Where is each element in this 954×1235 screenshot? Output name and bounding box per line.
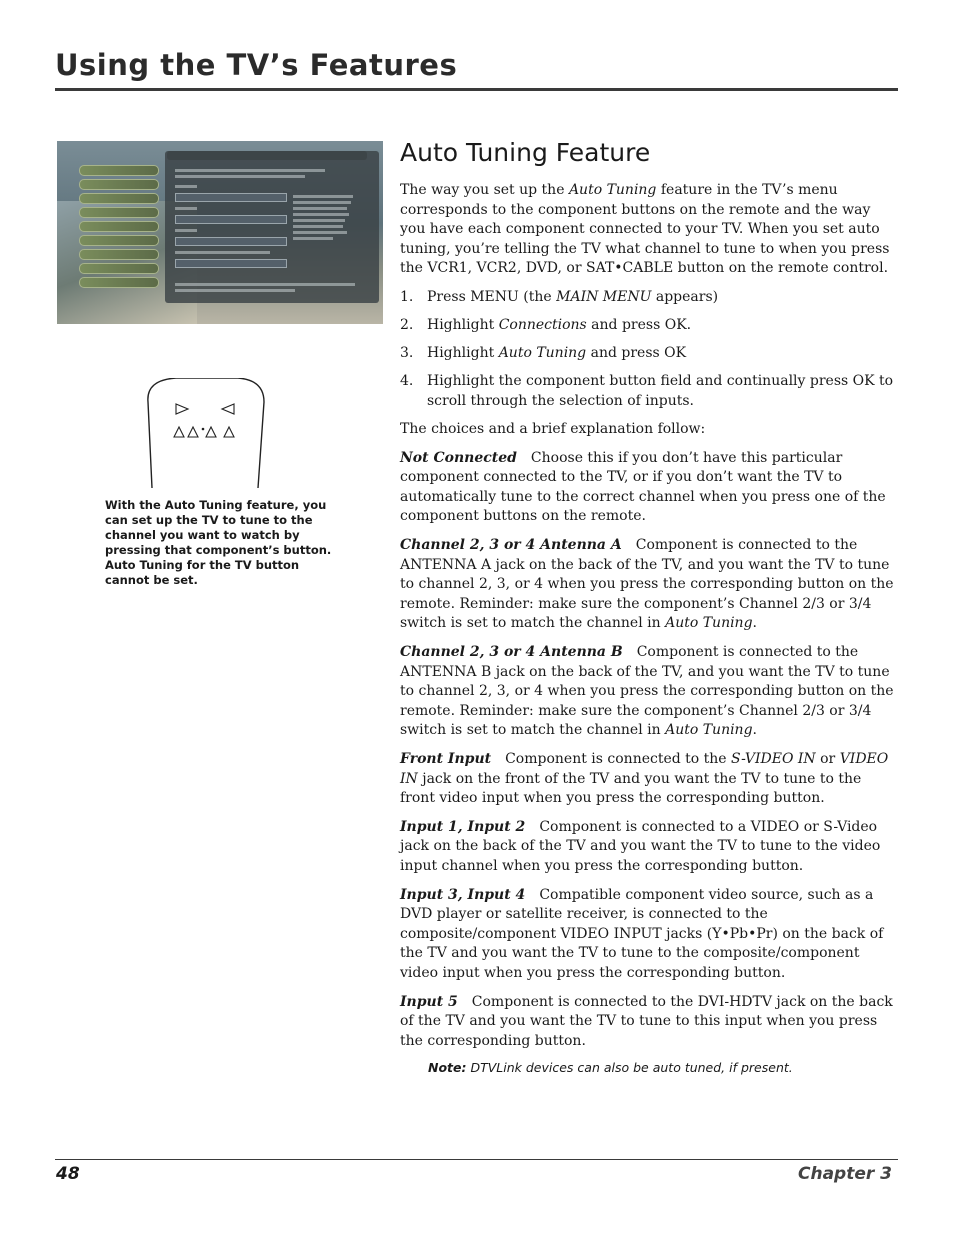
choice-emphasis: VIDEO IN (400, 751, 889, 787)
menu-field-dvd (175, 237, 287, 246)
step-number: 4. (400, 372, 414, 389)
choice-term: Channel 2, 3 or 4 Antenna B (400, 644, 623, 661)
note-label: Note: (428, 1060, 467, 1076)
button-icon (224, 427, 234, 437)
menu-text-line (293, 237, 333, 240)
menu-text-line (175, 251, 270, 254)
menu-panel-header (167, 151, 367, 160)
choice-emphasis: S-VIDEO IN (731, 751, 816, 768)
menu-text-line (175, 289, 295, 292)
choice-text: Component is connected to a VIDEO or S-Video jack on the back of the TV and you want the TV to tune to the video input channel when you press the corresponding button. (400, 818, 881, 874)
choice-term: Front Input (400, 751, 492, 768)
choice-front-input: Front Input Component is connected to the S-VIDEO IN or VIDEO IN jack on the front of the TV and you want the TV to tune to the front video input when you press the corresponding button. (400, 751, 889, 807)
step-text: Highlight the component button field and continually press OK to scroll through the selection of inputs. (427, 372, 894, 409)
menu-text-line (175, 283, 355, 286)
button-icon (174, 427, 184, 437)
menu-side-item (79, 277, 159, 288)
button-icon (188, 427, 198, 437)
choice-text: Component is connected to the ANTENNA B jack on the back of the TV, and you want the TV to tune to channel 2, 3, or 4 when you press the corresponding button on the remote. Reminder: make sure the component’s Channel 2/3 or 3/4 switch is set to match the channel in (400, 644, 894, 739)
intro-paragraph (400, 181, 900, 279)
menu-text-line (293, 231, 347, 234)
page-header-title: Using the TV’s Features (55, 48, 458, 82)
menu-text-line (293, 195, 353, 198)
choice-term: Not Connected (400, 449, 517, 466)
menu-text-line (293, 219, 345, 222)
choice-text: Component is connected to the (505, 751, 732, 768)
choice-term: Channel 2, 3 or 4 Antenna A (400, 537, 622, 554)
menu-text-line (175, 175, 305, 178)
menu-text-line (293, 213, 349, 216)
menu-screenshot (57, 141, 383, 324)
step-number: 1. (400, 288, 414, 305)
choice-input-3-4 (400, 886, 900, 984)
menu-side-item (79, 193, 159, 204)
choice-term: Input 3, Input 4 (400, 886, 526, 903)
menu-text-line (293, 207, 347, 210)
menu-text-line (175, 185, 197, 188)
menu-panel (165, 151, 379, 303)
menu-field-sat-cable (175, 259, 287, 268)
section-title: Auto Tuning Feature (400, 138, 651, 167)
intro-text: feature in the TV’s menu corresponds to the component buttons on the remote and the way you have each component connected to your TV. When you set auto tuning, you’re telling the TV what channel to tune to when you press the VCR1, VCR2, DVD, or SAT•CABLE button on the remote control. (400, 182, 890, 277)
note (400, 1060, 900, 1075)
main-content (400, 138, 900, 1075)
remote-control-drawing (146, 378, 266, 490)
choice-antenna-b: Channel 2, 3 or 4 Antenna B Component is connected to the ANTENNA B jack on the back of the TV, and you want the TV to tune to channel 2, 3, or 4 when you press the corresponding button on the remote. Reminder: make sure the component’s Channel 2/3 or 3/4 switch is set to match the channel in Auto Tuning. (400, 644, 894, 739)
step-item (400, 288, 900, 308)
intro-text: The way you set up the (400, 182, 569, 198)
button-icon (206, 427, 216, 437)
menu-side-item (79, 249, 159, 260)
menu-side-item (79, 235, 159, 246)
step-item (400, 372, 900, 411)
step-text: Highlight Connections and press OK. (427, 316, 692, 333)
page-number: 48 (56, 1164, 80, 1184)
remote-control-illustration (146, 378, 266, 490)
footer-rule (55, 1159, 898, 1160)
menu-side-item (79, 221, 159, 232)
menu-text-line (175, 229, 197, 232)
choices-intro: The choices and a brief explanation follow: (400, 421, 706, 438)
left-arrow-icon (222, 404, 234, 414)
choice-antenna-a: Channel 2, 3 or 4 Antenna A Component is connected to the ANTENNA A jack on the back of the TV, and you want the TV to tune to channel 2, 3, or 4 when you press the corresponding button on the remote. Reminder: make sure the component’s Channel 2/3 or 3/4 switch is set to match the channel in Auto Tuning. (400, 537, 894, 632)
choice-text: Compatible component video source, such as a DVD player or satellite receiver, is connected to the composite/component VIDEO INPUT jacks (Y•Pb•Pr) on the back of the TV and you want the TV to tune to the composite/component video input when you press the corresponding button. (400, 886, 884, 981)
step-text: Highlight Auto Tuning and press OK (427, 344, 687, 361)
step-item (400, 344, 900, 364)
section-body (400, 181, 900, 1051)
menu-side-item (79, 179, 159, 190)
choice-text: Choose this if you don’t have this particular component connected to the TV, or if you don’t want the TV to automatically tune to the correct channel when you press one of the component buttons on the remote. (400, 449, 886, 525)
header-rule (55, 88, 898, 91)
choice-emphasis: Auto Tuning (665, 722, 753, 739)
step-number: 2. (400, 316, 414, 333)
note-text: DTVLink devices can also be auto tuned, if present. (466, 1060, 793, 1076)
steps-list (400, 288, 900, 411)
menu-text-line (293, 225, 343, 228)
choice-text: jack on the front of the TV and you want the TV to tune to the front video input when you press the corresponding button. (400, 770, 862, 807)
menu-field-vcr1 (175, 193, 287, 202)
choice-not-connected (400, 449, 900, 527)
choice-term: Input 1, Input 2 (400, 818, 526, 835)
figure-caption: With the Auto Tuning feature, you can set up the TV to tune to the channel you want to watch by pressing that component’s button. Auto Tuning for the TV button cannot be set. (105, 498, 332, 587)
choice-term: Input 5 (400, 993, 458, 1010)
menu-text-line (175, 169, 325, 172)
menu-field-vcr2 (175, 215, 287, 224)
menu-side-item (79, 207, 159, 218)
menu-text-line (293, 201, 351, 204)
choice-input-5 (400, 993, 900, 1052)
intro-emphasis: Auto Tuning (568, 182, 657, 198)
choice-text: Component is connected to the DVI-HDTV jack on the back of the TV and you want the TV to tune to this input when you press the corresponding button. (400, 993, 893, 1049)
step-item (400, 316, 900, 336)
right-arrow-icon (176, 404, 188, 414)
step-number: 3. (400, 344, 414, 361)
choice-input-1-2 (400, 818, 900, 877)
choice-emphasis: Auto Tuning (665, 615, 753, 632)
choice-text: Component is connected to the ANTENNA A jack on the back of the TV, and you want the TV to tune to channel 2, 3, or 4 when you press the corresponding button on the remote. Reminder: make sure the component’s Channel 2/3 or 3/4 switch is set to match the channel in (400, 537, 894, 632)
chapter-label: Chapter 3 (797, 1164, 892, 1184)
step-text: Press MENU (the MAIN MENU appears) (427, 288, 719, 305)
menu-side-item (79, 263, 159, 274)
menu-text-line (175, 207, 197, 210)
menu-side-item (79, 165, 159, 176)
